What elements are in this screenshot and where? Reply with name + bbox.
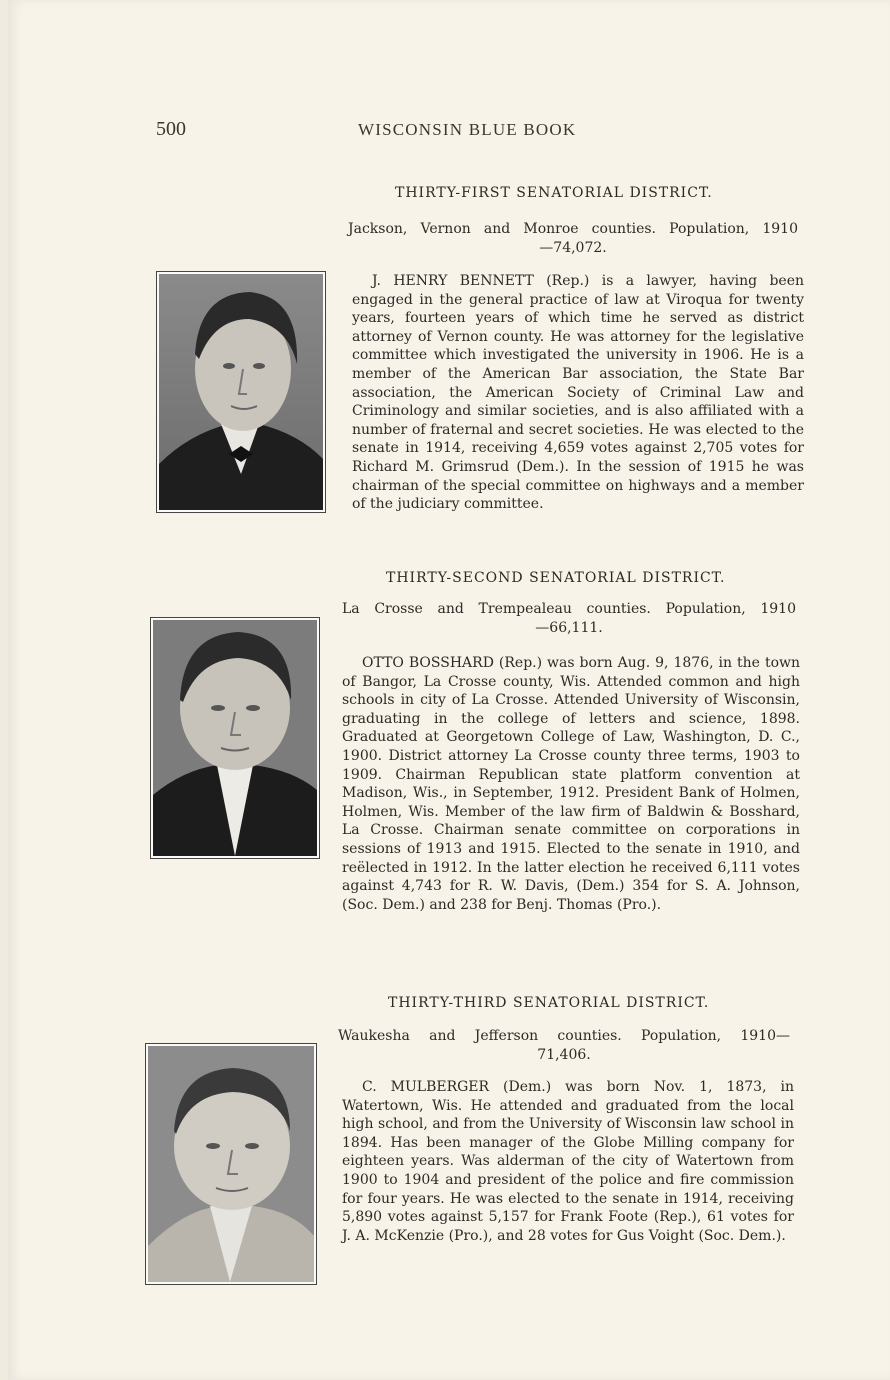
counties-line: Waukesha and Jefferson counties. Population, 1910— xyxy=(338,1028,790,1044)
portrait-otto-bosshard xyxy=(150,617,320,859)
page-number: 500 xyxy=(156,118,186,140)
biography-text: OTTO BOSSHARD (Rep.) was born Aug. 9, 1876, in the town of Bangor, La Crosse county, Wis. Attended common and high schools in city of La Crosse. Attended University of Wisconsin, graduating in the college of letters and science, 1898. Graduated at Georgetown College of Law, Washington, D. C., 1900. District attorney La Crosse county three terms, 1903 to 1909. Chairman Republican state platform convention at Madison, Wis., in September, 1912. President Bank of Holmen, Holmen, Wis. Member of the law firm of Baldwin & Bosshard, La Crosse. Chairman senate committee on corporations in sessions of 1913 and 1915. Elected to the senate in 1910, and reëlected in 1912. In the latter election he received 6,111 votes against 4,743 for R. W. Davis, (Dem.) 354 for S. A. Johnson, (Soc. Dem.) and 238 for Benj. Thomas (Pro.). xyxy=(342,655,800,913)
portrait-photo-icon xyxy=(148,1046,314,1282)
portrait-j-henry-bennett xyxy=(156,271,326,513)
biography-text: C. MULBERGER (Dem.) was born Nov. 1, 1873, in Watertown, Wis. He attended and graduated from the local high school, and from the University of Wisconsin law school in 1894. Has been manager of the Globe Milling company for eighteen years. Was alderman of the city of Watertown from 1900 to 1904 and president of the police and fire commission for four years. He was elected to the senate in 1914, receiving 5,890 votes against 5,157 for Frank Foote (Rep.), 61 votes for J. A. McKenzie (Pro.), and 28 votes for Gus Voight (Soc. Dem.). xyxy=(342,1079,794,1244)
population-line: —66,111. xyxy=(535,620,603,636)
district-counties-population xyxy=(338,1027,790,1065)
population-line: 71,406. xyxy=(537,1047,591,1063)
district-counties-population xyxy=(342,600,796,638)
portrait-c-mulberger xyxy=(145,1043,317,1285)
counties-line: La Crosse and Trempealeau counties. Population, 1910 xyxy=(342,601,796,617)
portrait-photo-icon xyxy=(153,620,317,856)
page-header xyxy=(8,118,890,142)
biography-text: J. HENRY BENNETT (Rep.) is a lawyer, having been engaged in the general practice of law at Viroqua for twenty years, fourteen years of which time he served as district attorney of Vernon county. He was attorney for the legislative committee which investigated the university in 1906. He is a member of the American Bar association, the State Bar association, the American Society of Criminal Law and Criminology and similar societies, and is also affiliated with a number of fraternal and secret societies. He was elected to the senate in 1914, receiving 4,659 votes against 2,705 votes for Richard M. Grimsrud (Dem.). In the session of 1915 he was chairman of the special committee on highways and a member of the judiciary committee. xyxy=(352,273,804,513)
district-title: THIRTY-SECOND SENATORIAL DISTRICT. xyxy=(386,570,726,586)
district-title: THIRTY-THIRD SENATORIAL DISTRICT. xyxy=(388,995,710,1011)
portrait-photo-icon xyxy=(159,274,323,510)
counties-line: Jackson, Vernon and Monroe counties. Population, 1910 xyxy=(348,221,798,237)
district-counties-population xyxy=(348,220,798,258)
book-page xyxy=(8,0,890,1380)
district-title: THIRTY-FIRST SENATORIAL DISTRICT. xyxy=(395,185,713,201)
population-line: —74,072. xyxy=(539,240,607,256)
running-title: WISCONSIN BLUE BOOK xyxy=(358,120,577,139)
